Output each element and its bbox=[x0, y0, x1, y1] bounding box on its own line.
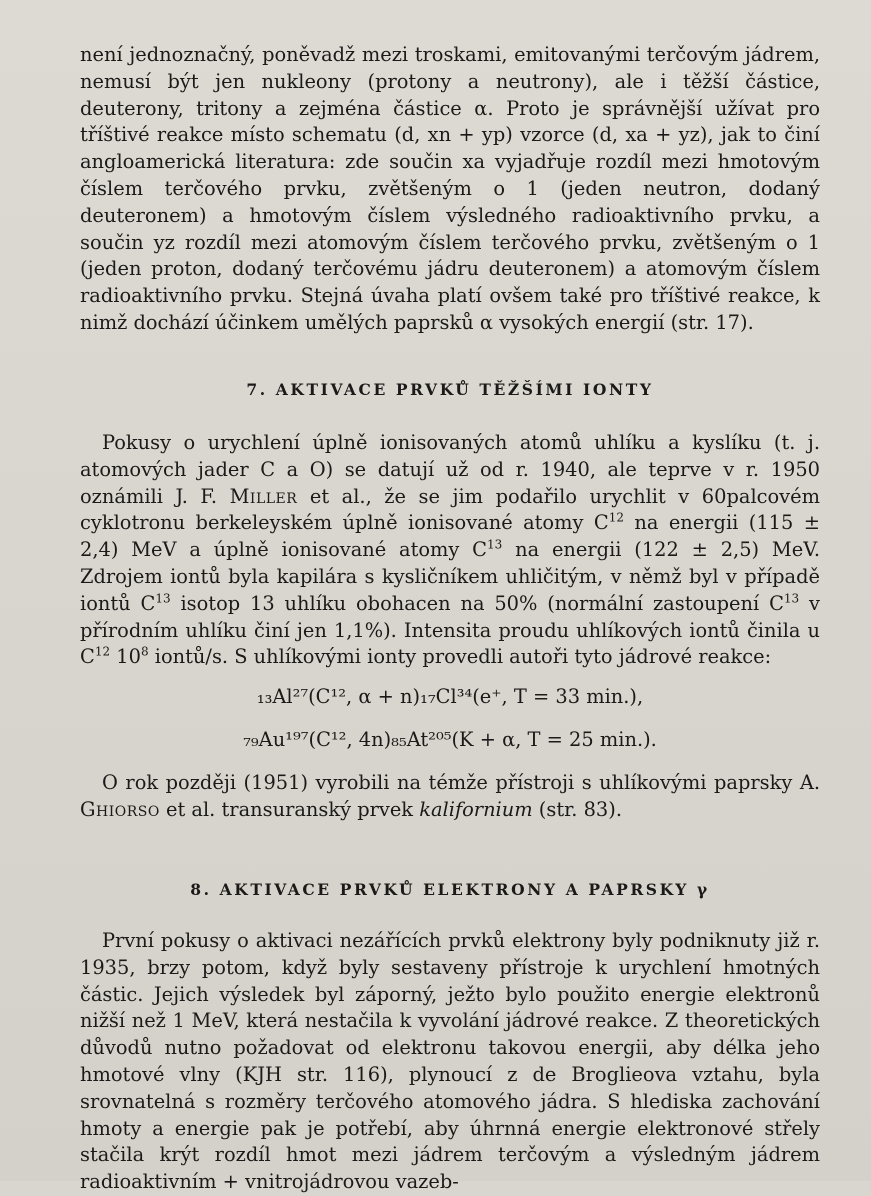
paragraph-section-7: Pokusy o urychlení úplně ionisovaných atomů uhlíku a kyslíku (t. j. atomových jader C a O) se datují už od r. 1940, ale teprve v r. 1950 oznámili J. F. Miller et al., že se jim podařilo urychlit v 60palcovém cyklotronu berkeleyském úplně ionisované atomy $C^{12}$ na energii (115 ± 2,4) MeV a úplně ionisované atomy $C^{13}$ na energii (122 ± 2,5) MeV. Zdrojem iontů byla kapilára s kysličníkem uhličitým, v němž byl v případě iontů $C^{13}$ isotop 13 uhlíku obohacen na 50% (normální zastoupení $C^{13}$ v přírodním uhlíku činí jen 1,1%). Intensita proudu uhlíkových iontů činila u $C^{12}$ $10^8$ iontů/s. S uhlíkovými ionty provedli autoři tyto jádrové reakce: bbox=[80, 431, 820, 669]
paragraph-californium: O rok později (1951) vyrobili na témže přístroji s uhlíkovými paprsky A. Ghiorso et al. transuranský prvek kalifornium (str. 83). bbox=[80, 771, 820, 821]
element-californium: kalifornium bbox=[419, 797, 533, 821]
paragraph-intro: není jednoznačný, poněvadž mezi troskami, emitovanými terčovým jádrem, nemusí být jen nukleony (protony a neutrony), ale i těžší částice, deuterony, tritony a zejména částice α. Proto je správnější užívat pro tříštivé reakce místo schematu (d, xn + yp) vzorce (d, xa + yz), jak to činí angloamerická literatura: zde součin xa vyjadřuje rozdíl mezi hmotovým číslem terčového prvku, zvětšeným o 1 (jeden neutron, dodaný deuteronem) a hmotovým číslem výsledného radioaktivního prvku, a součin yz rozdíl mezi atomovým číslem terčového prvku, zvětšeným o 1 (jeden proton, dodaný terčovému jádru deuteronem) a atomovým číslem radioaktivního prvku. Stejná úvaha platí ovšem také pro tříštivé reakce, k nimž dochází účinkem umělých paprsků α vysokých energií (str. 17). bbox=[80, 43, 820, 334]
author-miller: Miller bbox=[229, 484, 298, 508]
section-7-heading: 7. AKTIVACE PRVKŮ TĚŽŠÍMI IONTY bbox=[246, 380, 654, 399]
reaction-formula-aluminium: ₁₃Al²⁷(C¹², α + n)₁₇Cl³⁴(e⁺, T = 33 min.), bbox=[256, 685, 644, 708]
paragraph-section-8: První pokusy o aktivaci nezářících prvků elektrony byly podniknuty již r. 1935, brzy potom, když byly sestaveny přístroje k urychlení hmotných částic. Jejich výsledek byl záporný, ježto bylo použito energie elektronů nižší než 1 MeV, která nestačila k vyvolání jádrové reakce. Z theoretických důvodů nutno požadovat od elektronu takovou energii, aby délka jeho hmotové vlny (KJH str. 116), plynoucí z de Broglieova vztahu, byla srovnatelná s rozměry terčového atomového jádra. S hlediska zachování hmoty a energie pak je potřebí, aby úhrnná energie elektronové střely stačila krýt rozdíl hmot mezi jádrem terčovým a výsledným jádrem radioaktivním + vnitrojádrovou vazeb- bbox=[80, 929, 820, 1194]
reaction-formula-gold: ₇₉Au¹⁹⁷(C¹², 4n)₈₅At²⁰⁵(K + α, T = 25 min.). bbox=[243, 728, 657, 751]
section-8-heading: 8. AKTIVACE PRVKŮ ELEKTRONY A PAPRSKY γ bbox=[190, 880, 710, 899]
author-ghiorso: Ghiorso bbox=[80, 797, 160, 821]
